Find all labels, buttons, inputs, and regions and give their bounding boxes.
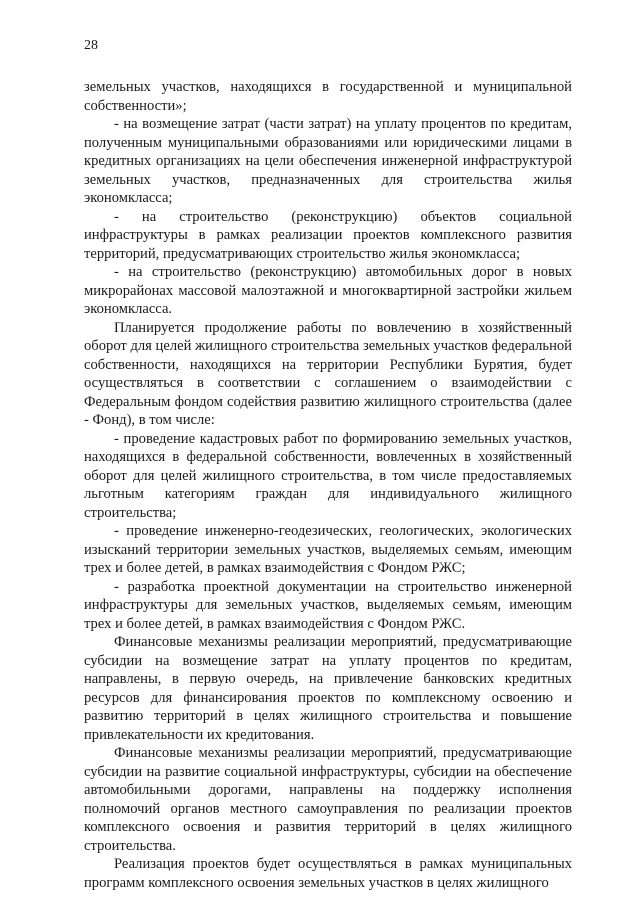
paragraph: Планируется продолжение работы по вовлечению в хозяйственный оборот для целей жилищного строительства земельных участков федеральной собственности, находящихся на территории Республики Бурятия, будет осуществляться в соответствии с соглашением о взаимодействии с Федеральным фондом содействия развитию жилищного строительства (далее - Фонд), в том числе: xyxy=(84,319,572,428)
paragraph: Финансовые механизмы реализации мероприятий, предусматривающие субсидии на развитие социальной инфраструктуры, субсидии на обеспечение автомобильными дорогами, направлены на поддержку исполнения полномочий органов местного самоуправления по реализации проектов комплексного освоения и развития территорий в целях жилищного строительства. xyxy=(84,745,572,854)
paragraph: земельных участков, находящихся в государственной и муниципальной собственности»; xyxy=(84,79,572,114)
paragraph: Финансовые механизмы реализации мероприятий, предусматривающие субсидии на возмещение затрат на уплату процентов по кредитам, направлены, в первую очередь, на привлечение банковских кредитных ресурсов для финансирования проектов по комплексному освоению и развитию территорий в целях жилищного строительства и повышение привлекательности их кредитования. xyxy=(84,634,572,743)
paragraph: - на строительство (реконструкцию) автомобильных дорог в новых микрорайонах массовой малоэтажной и многоквартирной застройки жильем экономкласса. xyxy=(84,264,572,317)
document-body xyxy=(84,78,572,892)
paragraph: - на возмещение затрат (части затрат) на уплату процентов по кредитам, полученным муниципальными образованиями или юридическими лицами в кредитных организациях на цели обеспечения инженерной инфраструктурой земельных участков, предназначенных для строительства жилья экономкласса; xyxy=(84,116,572,206)
paragraph: - проведение кадастровых работ по формированию земельных участков, находящихся в федеральной собственности, вовлеченных в хозяйственный оборот для целей жилищного строительства, в том числе предоставляемых льготным категориям граждан для индивидуального жилищного строительства; xyxy=(84,430,572,521)
paragraph-last: Реализация проектов будет осуществляться в рамках муниципальных программ комплексного освоения земельных участков в целях жилищного xyxy=(84,856,572,891)
page-number: 28 xyxy=(84,38,98,53)
paragraph: - на строительство (реконструкцию) объектов социальной инфраструктуры в рамках реализации проектов комплексного развития территорий, предусматривающих строительство жилья экономкласса; xyxy=(84,208,572,262)
paragraph: - разработка проектной документации на строительство инженерной инфраструктуры для земельных участков, выделяемых семьям, имеющим трех и более детей, в рамках взаимодействия с Фондом РЖС. xyxy=(84,578,572,632)
paragraph: - проведение инженерно-геодезических, геологических, экологических изысканий территории земельных участков, выделяемых семьям, имеющим трех и более детей, в рамках взаимодействия с Фондом РЖС; xyxy=(84,523,572,576)
